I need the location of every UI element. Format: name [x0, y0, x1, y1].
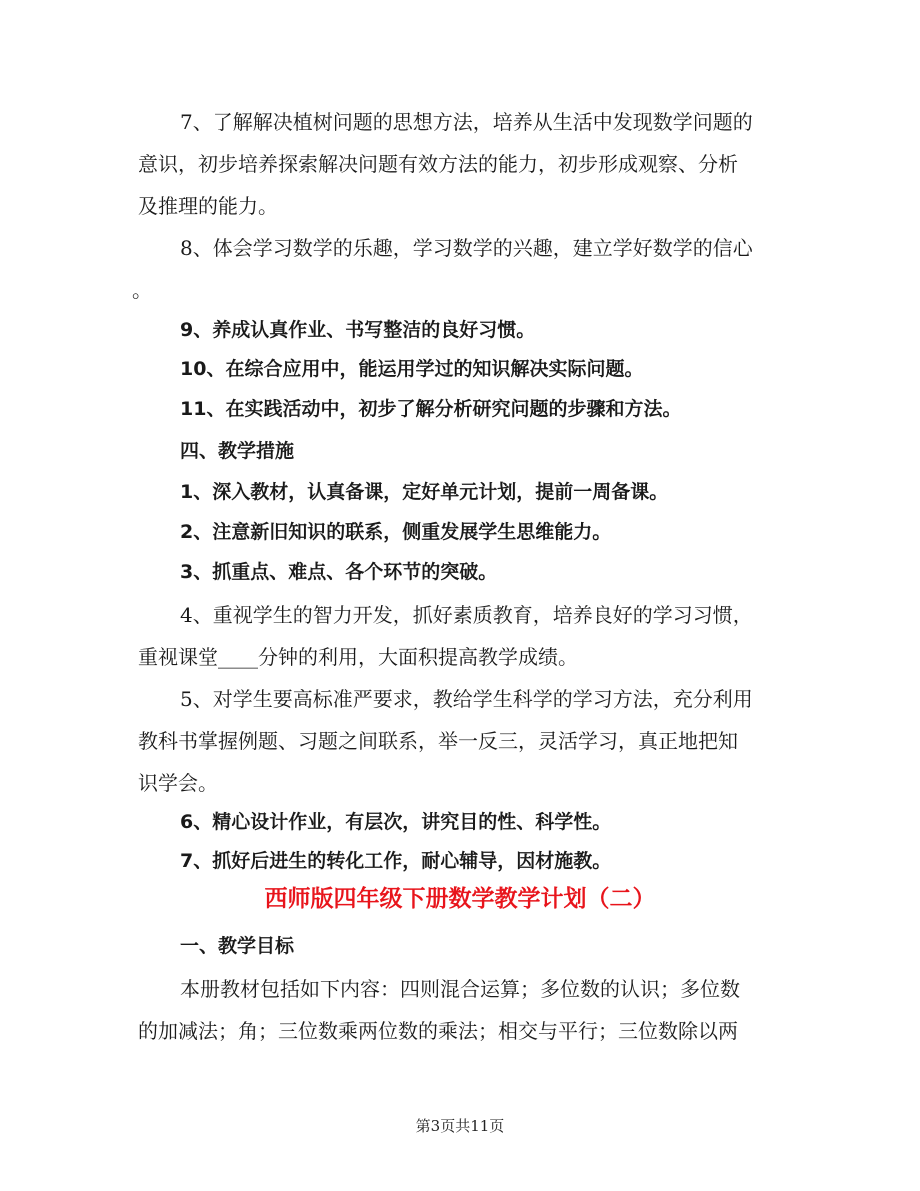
section-heading: 一、教学目标 — [180, 935, 295, 957]
section-heading: 四、教学措施 — [180, 440, 295, 462]
paragraph-line: 8、体会学习数学的乐趣，学习数学的兴趣，建立学好数学的信心 — [180, 236, 753, 260]
paragraph-line: 重视课堂____分钟的利用，大面积提高教学成绩。 — [138, 645, 578, 669]
paragraph-line: 本册教材包括如下内容：四则混合运算；多位数的认识；多位数 — [180, 977, 740, 1001]
paragraph-line: 7、了解解决植树问题的思想方法，培养从生活中发现数学问题的 — [180, 110, 753, 134]
paragraph-line: 11、在实践活动中，初步了解分析研究问题的步骤和方法。 — [180, 398, 682, 420]
paragraph-line: 意识，初步培养探索解决问题有效方法的能力，初步形成观察、分析 — [138, 152, 738, 176]
paragraph-line: 。 — [132, 278, 152, 302]
paragraph-line: 6、精心设计作业，有层次，讲究目的性、科学性。 — [180, 811, 612, 833]
paragraph-line: 3、抓重点、难点、各个环节的突破。 — [180, 561, 498, 583]
section-title: 西师版四年级下册数学教学计划（二） — [264, 886, 656, 912]
paragraph-line: 1、深入教材，认真备课，定好单元计划，提前一周备课。 — [180, 481, 669, 503]
paragraph-line: 9、养成认真作业、书写整洁的良好习惯。 — [180, 319, 536, 341]
paragraph-line: 5、对学生要高标准严要求，教给学生科学的学习方法，充分利用 — [180, 687, 753, 711]
paragraph-line: 7、抓好后进生的转化工作，耐心辅导，因材施教。 — [180, 850, 612, 872]
paragraph-line: 的加减法；角；三位数乘两位数的乘法；相交与平行；三位数除以两 — [138, 1019, 738, 1043]
paragraph-line: 10、在综合应用中，能运用学过的知识解决实际问题。 — [180, 358, 644, 380]
page-number: 第3页共11页 — [415, 1117, 505, 1135]
paragraph-line: 4、重视学生的智力开发，抓好素质教育，培养良好的学习习惯， — [180, 603, 753, 627]
paragraph-line: 教科书掌握例题、习题之间联系，举一反三，灵活学习，真正地把知 — [138, 729, 738, 753]
paragraph-line: 2、注意新旧知识的联系，侧重发展学生思维能力。 — [180, 521, 612, 543]
paragraph-line: 及推理的能力。 — [138, 194, 278, 218]
paragraph-line: 识学会。 — [138, 771, 218, 795]
